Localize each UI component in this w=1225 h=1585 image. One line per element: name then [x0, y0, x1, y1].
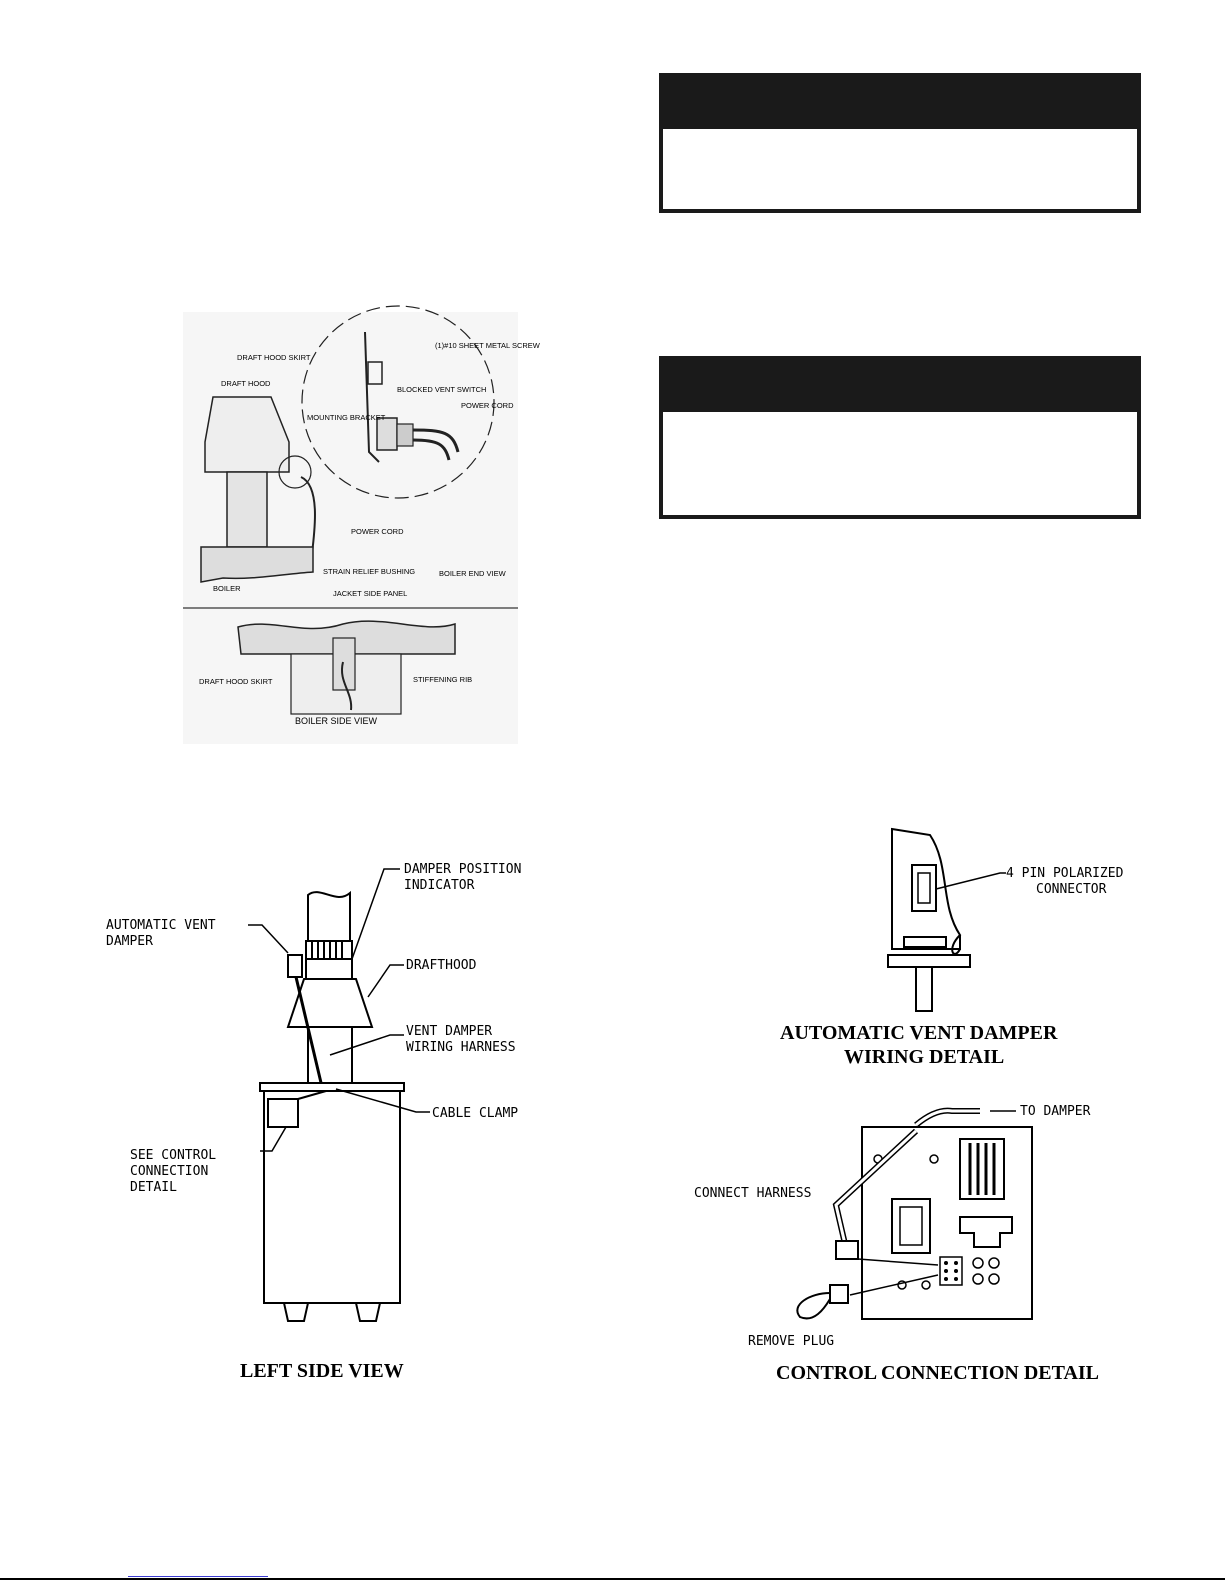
label-draft-hood: DRAFT HOOD [221, 379, 271, 388]
footer-rule [0, 1578, 1225, 1580]
blocked-vent-switch-drawing [183, 312, 540, 744]
label-boiler: BOILER [213, 584, 241, 593]
caption-wiring-detail-2: WIRING DETAIL [844, 1046, 1005, 1068]
label-see-control-2: CONNECTION [130, 1164, 209, 1179]
label-see-control-3: DETAIL [130, 1180, 177, 1195]
caption-wiring-detail-1: AUTOMATIC VENT DAMPER [780, 1022, 1058, 1044]
label-power-cord-top: POWER CORD [461, 401, 514, 410]
vent-damper-box [288, 955, 302, 977]
label-automatic-vent-damper-2: DAMPER [106, 934, 153, 949]
label-cable-clamp: CABLE CLAMP [432, 1106, 519, 1121]
caption-control-connection: CONTROL CONNECTION DETAIL [776, 1362, 1100, 1384]
blocked-vent-switch-body [377, 418, 397, 450]
label-power-cord: POWER CORD [351, 527, 404, 536]
label-see-control-1: SEE CONTROL [130, 1148, 217, 1163]
wiring-detail-drawing [770, 825, 1150, 1075]
label-blocked-vent-switch: BLOCKED VENT SWITCH [397, 385, 487, 394]
removed-plug [830, 1285, 848, 1303]
left-side-view-drawing [100, 855, 580, 1385]
footer-link-underline [128, 1576, 268, 1577]
label-stiffening-rib: STIFFENING RIB [413, 675, 473, 684]
label-damper-position-1: DAMPER POSITION [404, 862, 522, 877]
label-strain-relief-bushing: STRAIN RELIEF BUSHING [323, 567, 416, 576]
label-to-damper: TO DAMPER [1020, 1104, 1091, 1119]
label-vent-damper-harness-1: VENT DAMPER [406, 1024, 493, 1039]
notice-box-1 [659, 73, 1141, 213]
label-draft-hood-skirt-top: DRAFT HOOD SKIRT [237, 353, 311, 362]
wiring-detail-figure [770, 825, 1150, 1075]
label-connector-1: 4 PIN POLARIZED [1006, 866, 1124, 881]
label-boiler-end-view: BOILER END VIEW [439, 569, 506, 578]
label-damper-position-2: INDICATOR [404, 878, 475, 893]
label-automatic-vent-damper-1: AUTOMATIC VENT [106, 918, 216, 933]
blocked-vent-switch-figure [183, 312, 540, 744]
notice-box-2-header [663, 360, 1137, 412]
label-drafthood: DRAFTHOOD [406, 958, 477, 973]
label-remove-plug: REMOVE PLUG [748, 1334, 835, 1349]
notice-box-2 [659, 356, 1141, 519]
control-connection-drawing [690, 1095, 1140, 1390]
harness-connector [836, 1241, 858, 1259]
label-vent-damper-harness-2: WIRING HARNESS [406, 1040, 516, 1055]
control-connection-figure [690, 1095, 1140, 1390]
terminal-plug [940, 1257, 962, 1285]
notice-box-1-header [663, 77, 1137, 129]
control-box [268, 1099, 298, 1127]
drafthood-shape [288, 979, 372, 1027]
label-sheet-metal-screw: (1)#10 SHEET METAL SCREW [435, 341, 540, 350]
label-mounting-bracket: MOUNTING BRACKET [307, 413, 386, 422]
label-draft-hood-skirt-bottom: DRAFT HOOD SKIRT [199, 677, 273, 686]
label-boiler-side-view: BOILER SIDE VIEW [295, 716, 378, 726]
caption-left-side-view: LEFT SIDE VIEW [240, 1360, 404, 1382]
label-jacket-side-panel: JACKET SIDE PANEL [333, 589, 408, 598]
label-connector-2: CONNECTOR [1036, 882, 1107, 897]
transformer [960, 1139, 1004, 1199]
left-side-view-figure [100, 855, 580, 1385]
label-connect-harness: CONNECT HARNESS [694, 1186, 812, 1201]
